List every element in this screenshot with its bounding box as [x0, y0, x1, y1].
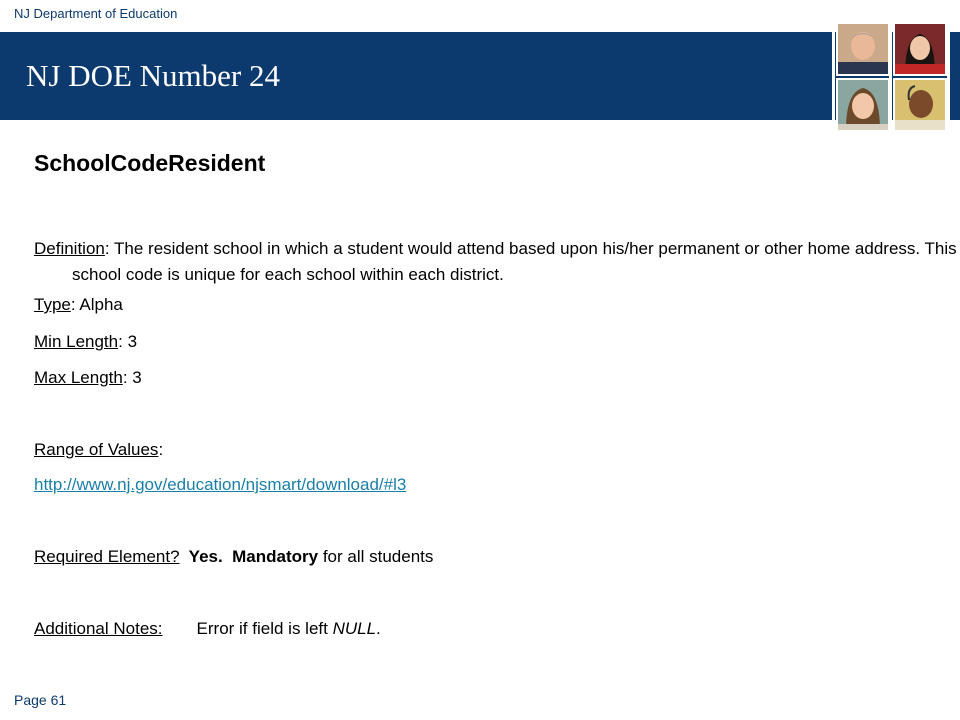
range-of-values-link[interactable]: http://www.nj.gov/education/njsmart/download/#l3: [34, 475, 407, 494]
required-rest: for all students: [318, 547, 434, 566]
definition-paragraph: [34, 236, 960, 288]
type-value: : Alpha: [70, 295, 123, 314]
required-label: Required Element?: [34, 547, 180, 566]
min-length-line: [34, 332, 137, 352]
required-value: Yes. Mandatory: [179, 547, 319, 566]
page-title: NJ DOE Number 24: [26, 58, 280, 93]
title-banner: [0, 32, 960, 120]
photo-collage: [832, 18, 950, 132]
notes-label: Additional Notes:: [34, 619, 163, 638]
field-name-heading: SchoolCodeResident: [34, 150, 266, 176]
range-label: Range of Values: [34, 440, 159, 459]
definition-text: : The resident school in which a student would attend based upon his/her permanent or other home address. This school code is unique for each school within each district.: [72, 239, 957, 284]
notes-end: .: [376, 619, 381, 638]
required-line: [34, 547, 433, 567]
photo-divider: [832, 32, 835, 150]
notes-text: Error if field is left: [196, 619, 333, 638]
type-line: [34, 295, 123, 315]
person-photo-man: [836, 22, 890, 76]
definition-label: Definition: [34, 239, 105, 258]
notes-null: NULL: [332, 619, 377, 638]
min-length-label: Min Length: [34, 332, 119, 351]
person-photo-woman-2: [836, 78, 890, 132]
person-photo-woman: [893, 22, 947, 76]
max-length-value: : 3: [122, 368, 142, 387]
range-colon: :: [158, 440, 164, 459]
max-length-line: [34, 368, 142, 388]
min-length-value: : 3: [118, 332, 138, 351]
photo-divider: [947, 32, 950, 150]
page-number: Page 61: [14, 692, 67, 708]
org-label: NJ Department of Education: [14, 6, 178, 21]
range-link-line: [34, 475, 406, 495]
type-label: Type: [34, 295, 71, 314]
person-photo-man-2: [893, 78, 947, 132]
max-length-label: Max Length: [34, 368, 123, 387]
range-line: [34, 440, 163, 460]
notes-line: [34, 619, 381, 639]
